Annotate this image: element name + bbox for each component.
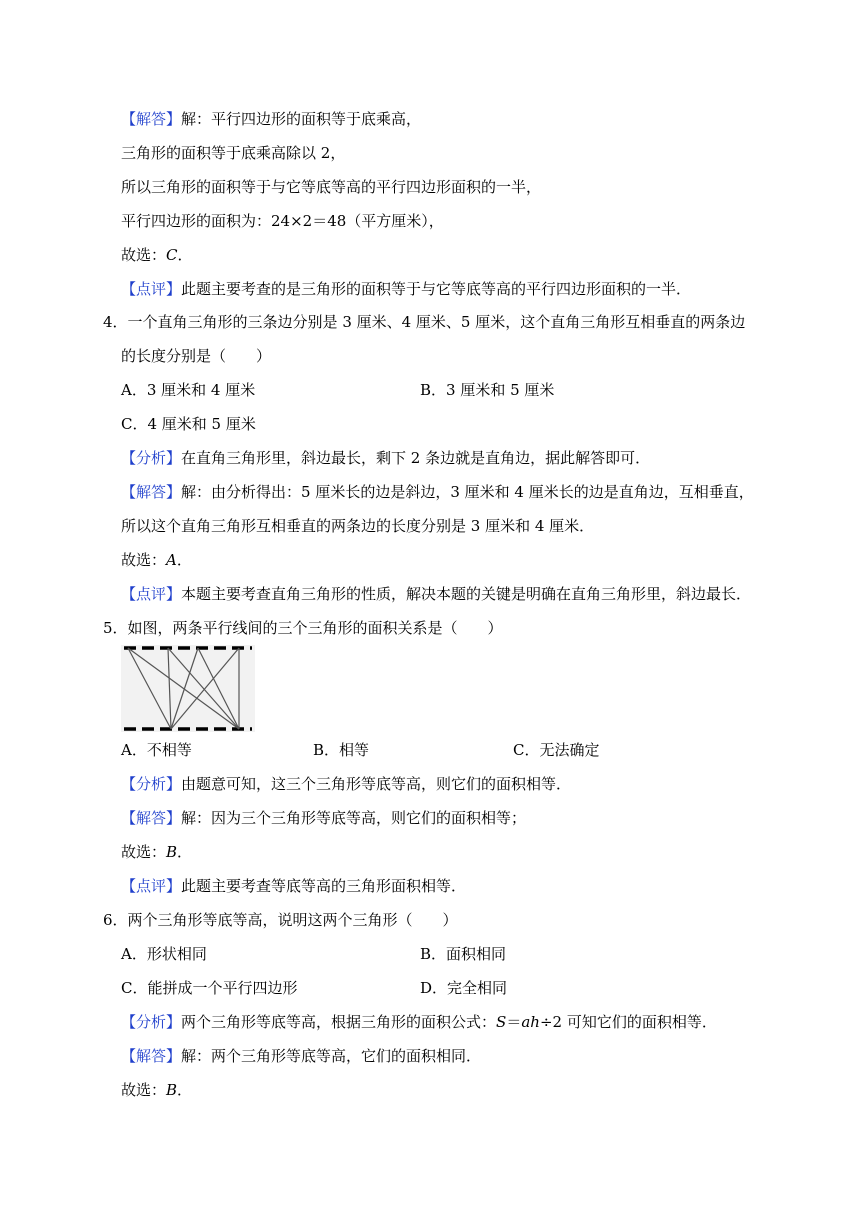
q6-option-c: C．能拼成一个平行四边形: [121, 979, 298, 997]
q3-answer-line-4: [121, 210, 444, 232]
parallel-lines-triangles-figure: [121, 645, 255, 732]
formula-rest: ÷2 可知它们的面积相等．: [539, 1013, 717, 1031]
q3-answer-line-1: [121, 108, 421, 130]
answer-text: 解：平行四边形的面积等于底乘高，: [181, 110, 422, 128]
q4-stem-line-2: 的长度分别是（ ）: [121, 347, 272, 365]
q6-option-b: B．面积相同: [420, 945, 507, 963]
answer-text: 平行四边形的面积为：24×2＝48（平方厘米），: [121, 212, 444, 230]
q5-stem: 5．如图，两条平行线间的三个三角形的面积关系是（ ）: [103, 619, 503, 637]
review-tag: 【点评】: [121, 280, 182, 298]
choice-letter: B: [166, 1081, 178, 1099]
analysis-tag: 【分析】: [121, 449, 182, 467]
analysis-tag: 【分析】: [121, 775, 182, 793]
q6-choice: [121, 1079, 192, 1101]
q4-answer-line-1: [121, 481, 754, 503]
choice-suffix: ．: [176, 551, 192, 569]
answer-text: 解：因为三个三角形等底等高，则它们的面积相等；: [181, 809, 527, 827]
q6-analysis: [121, 1011, 717, 1033]
answer-tag: 【解答】: [121, 809, 182, 827]
q3-answer-line-2: [121, 142, 345, 164]
choice-suffix: ．: [177, 843, 193, 861]
answer-tag: 【解答】: [121, 483, 182, 501]
answer-text: 解：两个三角形等底等高，它们的面积相同．: [181, 1047, 482, 1065]
review-text: 此题主要考查等底等高的三角形面积相等．: [181, 877, 467, 895]
formula-variable: S: [496, 1013, 507, 1031]
choice-letter: C: [166, 246, 178, 264]
review-text: 本题主要考查直角三角形的性质，解决本题的关键是明确在直角三角形里，斜边最长．: [181, 585, 752, 603]
formula-equals: ＝: [506, 1013, 522, 1031]
q4-option-a: A．3 厘米和 4 厘米: [121, 381, 256, 399]
choice-letter: A: [166, 551, 177, 569]
q5-option-a: A．不相等: [121, 741, 192, 759]
choice-letter: B: [166, 843, 178, 861]
q4-option-b: B．3 厘米和 5 厘米: [420, 381, 555, 399]
answer-text: 解：由分析得出：5 厘米长的边是斜边，3 厘米和 4 厘米长的边是直角边，互相垂直，: [181, 483, 754, 501]
choice-suffix: ．: [177, 246, 193, 264]
answer-text: 三角形的面积等于底乘高除以 2，: [121, 144, 346, 162]
q4-choice: [121, 549, 192, 571]
q6-option-d: D．完全相同: [420, 979, 508, 997]
q6-stem: 6．两个三角形等底等高，说明这两个三角形（ ）: [103, 911, 458, 929]
q6-answer: [121, 1045, 481, 1067]
review-tag: 【点评】: [121, 585, 182, 603]
q5-option-c: C．无法确定: [513, 741, 600, 759]
review-text: 此题主要考查的是三角形的面积等于与它等底等高的平行四边形面积的一半．: [181, 280, 692, 298]
q4-stem-line-1: 4．一个直角三角形的三条边分别是 3 厘米、4 厘米、5 厘米，这个直角三角形互相垂直的两条边: [103, 313, 746, 331]
q4-option-c: C．4 厘米和 5 厘米: [121, 415, 256, 433]
formula-variable: ah: [521, 1013, 540, 1031]
q6-option-a: A．形状相同: [121, 945, 207, 963]
choice-prefix: 故选：: [121, 843, 167, 861]
analysis-tag: 【分析】: [121, 1013, 182, 1031]
q4-analysis: [121, 447, 650, 469]
q4-answer-line-2: 所以这个直角三角形互相垂直的两条边的长度分别是 3 厘米和 4 厘米．: [121, 517, 595, 535]
q3-review: [121, 278, 691, 300]
q5-choice: [121, 841, 192, 863]
answer-text: 所以三角形的面积等于与它等底等高的平行四边形面积的一半，: [121, 178, 542, 196]
choice-prefix: 故选：: [121, 1081, 167, 1099]
review-tag: 【点评】: [121, 877, 182, 895]
q3-choice: [121, 244, 193, 266]
q5-option-b: B．相等: [313, 741, 370, 759]
answer-tag: 【解答】: [121, 1047, 182, 1065]
choice-prefix: 故选：: [121, 246, 167, 264]
choice-prefix: 故选：: [121, 551, 167, 569]
q3-answer-line-3: [121, 176, 541, 198]
choice-suffix: ．: [177, 1081, 193, 1099]
q4-review: [121, 583, 751, 605]
q5-answer: [121, 807, 526, 829]
analysis-text: 两个三角形等底等高，根据三角形的面积公式：: [181, 1013, 497, 1031]
q5-analysis: [121, 773, 571, 795]
analysis-text: 由题意可知，这三个三角形等底等高，则它们的面积相等．: [181, 775, 572, 793]
answer-tag: 【解答】: [121, 110, 182, 128]
q5-review: [121, 875, 466, 897]
analysis-text: 在直角三角形里，斜边最长，剩下 2 条边就是直角边，据此解答即可．: [181, 449, 651, 467]
